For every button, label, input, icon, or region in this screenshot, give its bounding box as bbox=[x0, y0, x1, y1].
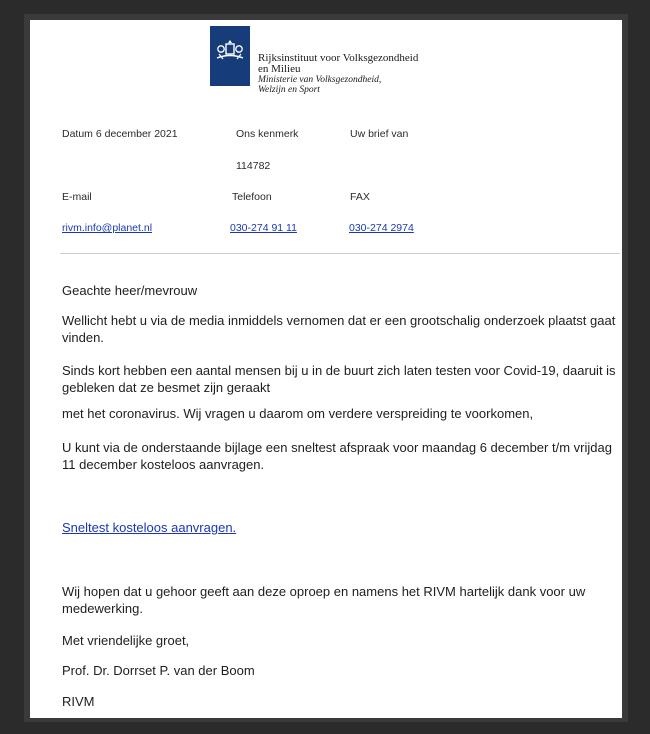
telefoon-link[interactable]: 030-274 91 11 bbox=[230, 222, 297, 234]
fax-link[interactable]: 030-274 2974 bbox=[349, 222, 414, 234]
paragraph-coronavirus: met het coronavirus. Wij vragen u daarom om verdere verspreiding te voorkomen, bbox=[62, 406, 534, 421]
royal-coat-of-arms-icon bbox=[214, 40, 246, 62]
ministry-line1: Ministerie van Volksgezondheid, bbox=[258, 75, 382, 85]
date-text: Datum 6 december 2021 bbox=[62, 128, 178, 140]
closing-text: Met vriendelijke groet, bbox=[62, 633, 190, 648]
fax-label: FAX bbox=[350, 191, 370, 203]
government-logo bbox=[210, 26, 250, 86]
paragraph-tests: Sinds kort hebben een aantal mensen bij u in de buurt zich laten testen voor Covid-19, daaruit is gebleken dat ze besmet zijn geraakt bbox=[62, 363, 616, 395]
paragraph-appointment: U kunt via de onderstaande bijlage een sneltest afspraak voor maandag 6 december t/m vrijdag 11 december kosteloos aanvragen. bbox=[62, 440, 612, 472]
ministry-line2: Welzijn en Sport bbox=[258, 85, 320, 95]
email-link[interactable]: rivm.info@planet.nl bbox=[62, 222, 153, 234]
header-divider bbox=[60, 253, 620, 254]
paragraph-thanks: Wij hopen dat u gehoor geeft aan deze oproep en namens het RIVM hartelijk dank voor uw medewerking. bbox=[62, 584, 586, 616]
uw-brief-label: Uw brief van bbox=[350, 128, 409, 140]
email-document bbox=[30, 20, 622, 718]
signature-org: RIVM bbox=[62, 694, 95, 709]
email-label: E-mail bbox=[62, 191, 92, 203]
telefoon-label: Telefoon bbox=[232, 191, 272, 203]
sender-organization bbox=[258, 53, 418, 95]
org-name-line1: Rijksinstituut voor Volksgezondheid bbox=[258, 52, 419, 64]
ons-kenmerk-value: 114782 bbox=[236, 160, 271, 172]
org-name-line2: en Milieu bbox=[258, 63, 301, 75]
paragraph-media: Wellicht hebt u via de media inmiddels vernomen dat er een grootschalig onderzoek plaatst gaat vinden. bbox=[62, 313, 616, 345]
ons-kenmerk-label: Ons kenmerk bbox=[236, 128, 299, 140]
signature-name: Prof. Dr. Dorrset P. van der Boom bbox=[62, 663, 255, 678]
greeting-text: Geachte heer/mevrouw bbox=[62, 283, 198, 298]
sneltest-request-link[interactable]: Sneltest kosteloos aanvragen. bbox=[62, 520, 237, 535]
